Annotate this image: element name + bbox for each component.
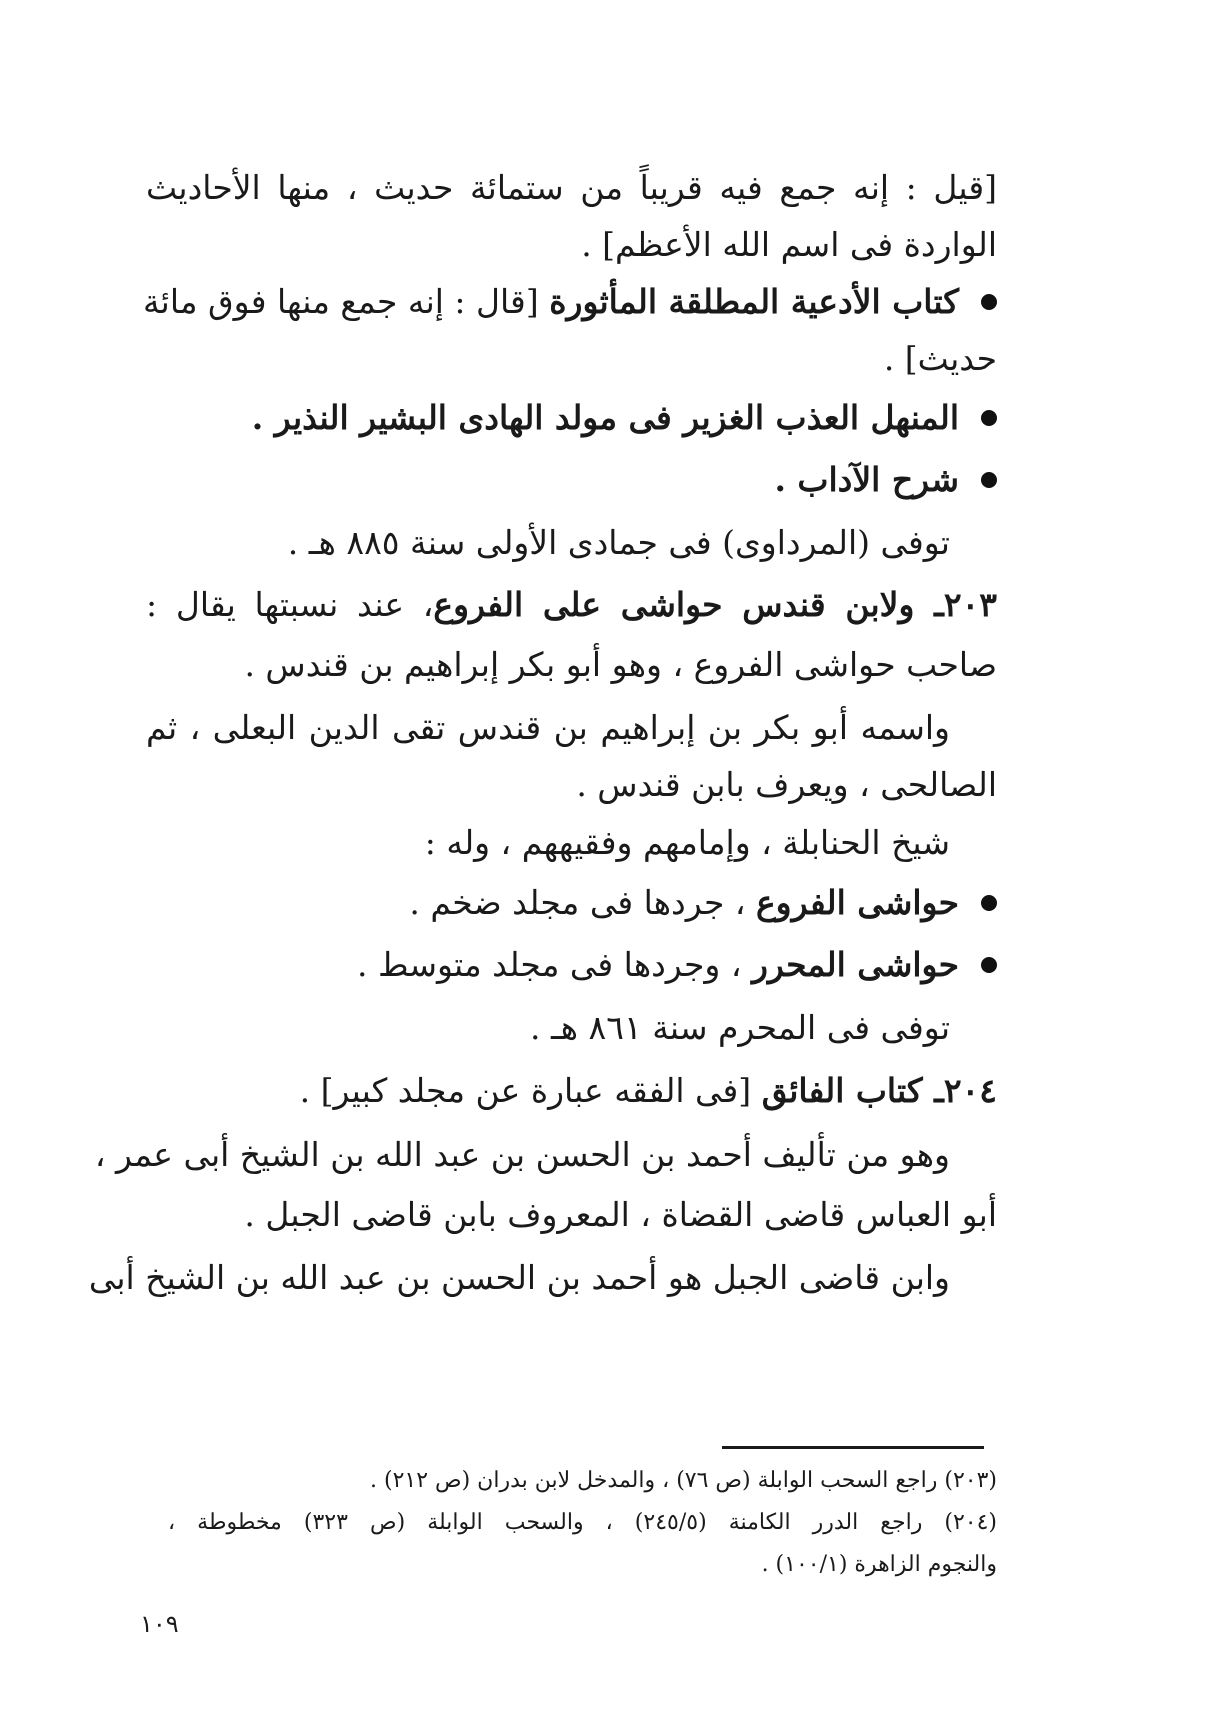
footnote: (٢٠٣) راجع السحب الوابلة (ص ٧٦) ، والمدخل لابن بدران (ص ٢١٢) . bbox=[369, 1468, 997, 1493]
book-title: شرح الآداب . bbox=[774, 460, 959, 499]
entry-title-note: [فى الفقه عبارة عن مجلد كبير] . bbox=[299, 1071, 752, 1110]
bullet-item bbox=[252, 393, 997, 443]
bullet-icon bbox=[981, 957, 997, 973]
book-title: المنهل العذب الغزير فى مولد الهادى البشير النذير . bbox=[251, 398, 959, 437]
book-title: كتاب الأدعية المطلقة المأثورة bbox=[549, 282, 959, 321]
entry-heading bbox=[300, 1066, 997, 1116]
bullet-icon bbox=[981, 472, 997, 488]
entry-title-note: ، عند نسبتها يقال : bbox=[146, 585, 434, 624]
item-note: ، جردها فى مجلد ضخم . bbox=[409, 883, 746, 922]
text-line: وهو من تأليف أحمد بن الحسن بن عبد الله بن الشيخ أبى عمر ، bbox=[94, 1135, 950, 1174]
text-line: الصالحى ، ويعرف بابن قندس . bbox=[576, 765, 997, 804]
entry-title: ٢٠٤ـ كتاب الفائق bbox=[761, 1071, 997, 1110]
text-line: صاحب حواشى الفروع ، وهو أبو بكر إبراهيم بن قندس . bbox=[244, 645, 997, 684]
bullet-item bbox=[142, 277, 997, 327]
text-line: توفى فى المحرم سنة ٨٦١ هـ . bbox=[529, 1008, 950, 1047]
item-note: [قال : إنه جمع منها فوق مائة bbox=[142, 282, 539, 321]
text-line: حديث] . bbox=[883, 339, 997, 378]
text-line: شيخ الحنابلة ، وإمامهم وفقيههم ، وله : bbox=[424, 823, 950, 862]
page-number: ١٠٩ bbox=[140, 1610, 179, 1638]
bullet-icon bbox=[981, 410, 997, 426]
text-line: [قيل : إنه جمع فيه قريباً من ستمائة حديث ، منها الأحاديث bbox=[146, 168, 997, 207]
bullet-icon bbox=[981, 895, 997, 911]
bullet-item bbox=[409, 878, 997, 928]
text-line: توفى (المرداوى) فى جمادى الأولى سنة ٨٨٥ هـ . bbox=[287, 523, 950, 562]
footnote: (٢٠٤) راجع الدرر الكامنة (٢٤٥/٥) ، والسحب الوابلة (ص ٣٢٣) مخطوطة ، bbox=[168, 1510, 998, 1535]
book-title: حواشى الفروع bbox=[755, 883, 959, 922]
text-line: الواردة فى اسم الله الأعظم] . bbox=[581, 225, 997, 264]
bullet-item bbox=[357, 940, 997, 990]
item-note: ، وجردها فى مجلد متوسط . bbox=[357, 945, 742, 984]
footnote: والنجوم الزاهرة (١٠٠/١) . bbox=[761, 1552, 997, 1577]
bullet-icon bbox=[981, 294, 997, 310]
text-line: أبو العباس قاضى القضاة ، المعروف بابن قاضى الجبل . bbox=[244, 1195, 997, 1234]
text-line: واسمه أبو بكر بن إبراهيم بن قندس تقى الدين البعلى ، ثم bbox=[146, 708, 950, 747]
entry-heading bbox=[146, 580, 997, 630]
bullet-item bbox=[774, 455, 997, 505]
text-line: وابن قاضى الجبل هو أحمد بن الحسن بن عبد الله بن الشيخ أبى bbox=[88, 1258, 950, 1297]
book-title: حواشى المحرر bbox=[751, 945, 959, 984]
footnote-divider bbox=[722, 1446, 984, 1449]
entry-title: ٢٠٣ـ ولابن قندس حواشى على الفروع bbox=[433, 585, 997, 624]
